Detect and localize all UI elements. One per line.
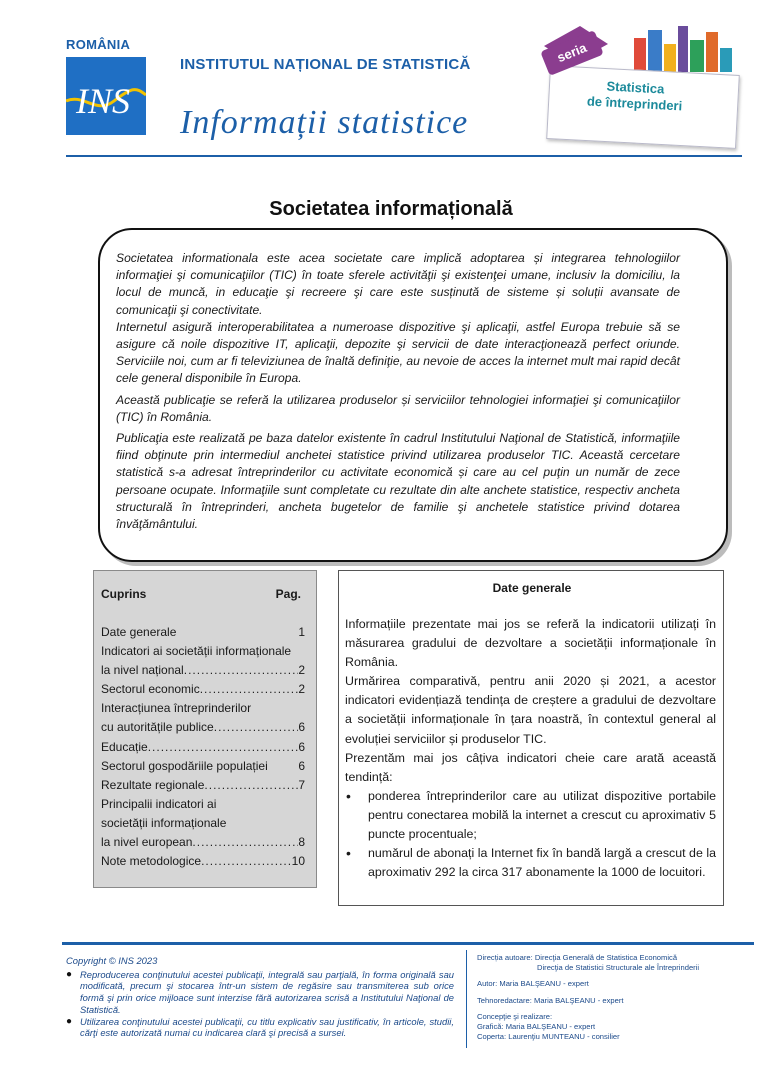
direction-line: Direcţia de Statistici Structurale ale Întreprinderii: [537, 962, 700, 972]
toc-item-page: 2: [298, 663, 305, 678]
ins-logo: [66, 57, 146, 135]
concept-credit: Concepţie şi realizare:: [477, 1012, 553, 1022]
series-tag: seria: [540, 30, 604, 76]
institute-name: INSTITUTUL NAȚIONAL DE STATISTICĂ: [180, 56, 471, 73]
toc-item-page: 7: [298, 777, 305, 792]
indicator-item: • numărul de abonați la Internet fix în bandă largă a crescut de la aproximativ 292 la circa 317 abonamente la 1000 de locuitori.: [345, 844, 716, 882]
publication-name: Informații statistice: [180, 104, 469, 141]
toc-item-text: la nivel național: [101, 663, 184, 678]
toc-item-text: Principalii indicatori ai: [101, 796, 217, 811]
toc-item-text: Indicatori ai societății informaționale: [101, 644, 292, 659]
toc-item: [101, 718, 305, 737]
intro-text: [116, 250, 680, 537]
svg-text:INS: INS: [76, 81, 130, 121]
legal-note: ● Utilizarea conţinutului acestei publicaţii, cu titlu explicativ sau justificativ, în articole, studii, cărţi este autorizată numai cu indicarea clară şi precisă a sursei.: [66, 1015, 454, 1039]
graphics-credit: Grafică: Maria BALŞEANU - expert: [477, 1021, 596, 1031]
toc-item: [101, 738, 305, 757]
toc-item: [101, 776, 305, 795]
bullet-icon: ●: [66, 1015, 73, 1027]
toc-item-text: Rezultate regionale: [101, 777, 205, 792]
tech-editing-credit: Tehnoredactare: Maria BALŞEANU - expert: [477, 995, 624, 1005]
general-paragraph-3: Prezentăm mai jos câțiva indicatori cheie care arată această tendință:: [345, 750, 716, 784]
general-paragraph-2: Urmărirea comparativă, pentru anii 2020 și 2021, a acestor indicatori evidențiază tendința de creștere a gradului de dezvoltare a societății informaționale în țara noastră, în contextul general al evoluției serviciilor și produselor TIC.: [345, 674, 716, 746]
direction-line: Direcția autoare: Direcţia Generală de Statistica Economică: [477, 953, 678, 962]
page-title: Societatea informațională: [269, 198, 513, 220]
copyright: Copyright © INS 2023: [66, 955, 158, 966]
intro-paragraph-1: Societatea informationala este acea societate care implică adoptarea și integrarea tehnologiilor informaţiei şi comunicaţiilor (TIC) în toate sferele activităţii şi existenţei umane, inclusiv la domiciliu, la locul de muncă, in educaţie şi recreere şi care este susținută de sisteme și soluții avansate de comunicaţii şi conectivitate. Internetul asigură interoperabilitatea a numeroase dispozitive şi aplicaţii, astfel Europa trebuie să se asigure că noile dispozitive IT, aplicaţii, depozite şi servicii de date interacţionează perfect oriunde. Serviciile noi, cum ar fi televiziunea de înaltă definiţie, au nevoie de acces la internet mult mai rapid decât cele general disponibile în Europa.: [116, 251, 680, 386]
intro-paragraph-3: Această publicaţie se referă la utilizarea produselor și serviciilor tehnologiei informaţiei şi comunicaţiilor (TIC) în România.: [116, 392, 680, 424]
footer-divider: [62, 942, 754, 945]
toc-item-page: 6: [298, 739, 305, 754]
series-name-line1: Statistica: [606, 78, 665, 97]
toc-item: [101, 680, 305, 699]
author-credit: Autor: Maria BALŞEANU - expert: [477, 979, 589, 989]
toc-item-text: cu autoritățile publice: [101, 720, 214, 735]
toc-heading: Cuprins: [101, 587, 147, 601]
toc-leader: [204, 776, 298, 795]
toc-item: [101, 661, 305, 680]
legal-note: ● Reproducerea conţinutului acestei publicaţii, integrală sau parţială, în forma originală sau modificată, precum şi stocarea într-un sistem de regăsire sau transmiterea sub orice formă şi prin orice mijloace sunt interzise fără autorizarea scrisă a Institutului Naţional de Statistică.: [66, 968, 454, 1015]
indicator-item: • ponderea întreprinderilor care au utilizat dispozitive portabile pentru conectarea mobilă la internet a crescut cu aproximativ 5 puncte procentuale;: [345, 787, 716, 844]
series-name-line2: de întreprinderi: [586, 93, 683, 114]
toc-item: [101, 623, 305, 642]
toc-leader: [192, 833, 298, 852]
toc-item: [101, 852, 305, 871]
general-body: [345, 615, 716, 882]
toc-item: [101, 795, 305, 814]
footer-legal: [66, 955, 454, 1039]
toc-item-text: societății informaționale: [101, 815, 227, 830]
toc-page-heading: Pag.: [275, 587, 301, 601]
toc-leader: [184, 661, 299, 680]
general-data-box: [338, 570, 724, 906]
toc-leader: [200, 680, 299, 699]
toc-item: [101, 814, 305, 833]
toc-leader: [148, 738, 299, 757]
bullet-icon: ●: [66, 968, 73, 980]
header-divider: [66, 155, 742, 157]
toc-leader: [214, 718, 299, 737]
toc-item-text: Date generale: [101, 625, 177, 639]
toc-header: [101, 587, 301, 601]
toc-item: [101, 642, 305, 661]
footer-vertical-divider: [466, 950, 467, 1048]
toc-item: [101, 757, 305, 776]
toc-item-page: 10: [291, 854, 305, 869]
country-label: ROMÂNIA: [66, 37, 131, 52]
toc-item: [101, 699, 305, 718]
toc-item-page: 2: [298, 682, 305, 697]
toc-item-page: 8: [298, 835, 305, 850]
toc-leader: [201, 852, 292, 871]
table-of-contents: [93, 570, 317, 888]
toc-item-page: 6: [298, 758, 305, 773]
toc-item-text: Sectorul gospodăriile populației: [101, 758, 268, 773]
cover-credit: Coperta: Laurenţiu MUNTEANU - consilier: [477, 1031, 620, 1041]
toc-item: [101, 833, 305, 852]
toc-item-page: 6: [298, 720, 305, 735]
toc-item-text: Educație: [101, 739, 148, 754]
toc-item-text: Interacțiunea întreprinderilor: [101, 701, 252, 716]
toc-list: [101, 623, 305, 871]
indicator-list: [345, 787, 716, 882]
general-title: Date generale: [492, 581, 572, 595]
intro-paragraph-4: Publicaţia este realizată pe baza datelor existente în cadrul Institutului Naţional de Statistică, informaţiile fiind obţinute prin intermediul anchetei statistice privind utilizarea produselor TIC. Această cercetare statistică s-a adresat întreprinderilor cu activitate economică și care au cel puţin un număr de zece persoane ocupate. Informaţiile sunt completate cu rezultate din alte anchete statistice, respectiv ancheta structurală în întreprinderi, ancheta bugetelor de familie şi anchetele statistice privind dotarea învăţământului.: [116, 431, 680, 532]
toc-item-text: Sectorul economic: [101, 682, 200, 697]
general-paragraph-1: Informațiile prezentate mai jos se referă la indicatorii utilizați în măsurarea gradului de dezvoltare a societății informaționale în România.: [345, 617, 716, 670]
footer-credits: [477, 953, 747, 1041]
toc-item-text: la nivel european: [101, 835, 193, 850]
toc-item-text: Note metodologice: [101, 854, 202, 869]
toc-item-page: 1: [298, 625, 305, 639]
